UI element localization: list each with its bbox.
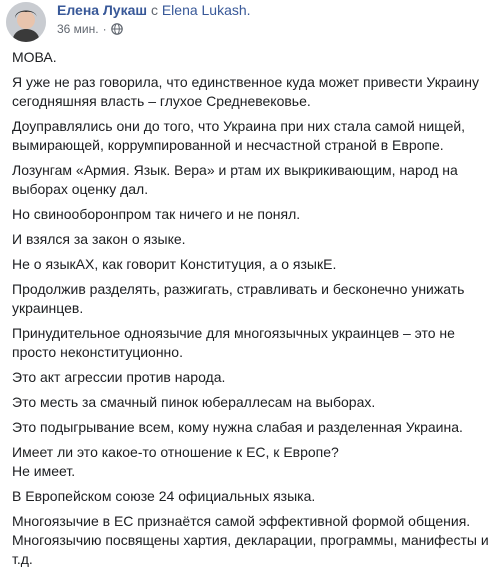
post-paragraph: Доуправлялись они до того, что Украина при них стала самой нищей, вымирающей, коррумпированной и несчастной страной в Европе. xyxy=(12,118,466,153)
post-paragraph: МОВА. xyxy=(12,49,57,65)
post-paragraph: Не о языкАХ, как говорит Конституция, а о языкЕ. xyxy=(12,256,337,272)
tagged-profile-link[interactable]: Elena Lukash. xyxy=(161,2,251,18)
header-text xyxy=(57,1,487,37)
author-avatar[interactable] xyxy=(6,2,46,42)
post-paragraph: И взялся за закон о языке. xyxy=(12,231,186,247)
avatar-portrait-icon xyxy=(6,2,46,42)
globe-icon[interactable] xyxy=(111,23,123,35)
meta-separator: · xyxy=(102,22,107,36)
post-paragraph: Я уже не раз говорила, что единственное куда может привести Украину сегодняшняя власть – глухое Средневековье. xyxy=(12,74,479,109)
author-connector: с xyxy=(150,2,158,18)
post-timestamp[interactable]: 36 мин. xyxy=(57,22,99,36)
post-paragraph: Лозунгам «Армия. Язык. Вера» и ртам их выкрикивающим, народ на выборах оценку дал. xyxy=(12,162,458,197)
post-paragraph: Но свинооборонпром так ничего и не понял. xyxy=(12,206,301,222)
post-paragraph: Имеет ли это какое-то отношение к ЕС, к Европе? Не имеет. xyxy=(12,444,339,479)
post-paragraph: В Европейском союзе 24 официальных языка. xyxy=(12,488,316,504)
post-meta xyxy=(57,21,487,37)
post-paragraph: Продолжив разделять, разжигать, стравливать и бесконечно унижать украинцев. xyxy=(12,281,465,316)
post-paragraph: Это подыгрывание всем, кому нужна слабая и разделенная Украина. xyxy=(12,419,463,435)
author-line xyxy=(57,1,487,19)
post-paragraph: Это месть за смачный пинок юбераллесам на выборах. xyxy=(12,394,376,410)
post-header xyxy=(6,0,491,44)
author-name-link[interactable]: Елена Лукаш xyxy=(57,2,148,18)
post-paragraph: Принудительное одноязычие для многоязычных украинцев – это не просто неконституционно. xyxy=(12,325,455,360)
post-paragraph: Многоязычие в ЕС признаётся самой эффективной формой общения. Многоязычию посвящены хартия, декларации, программы, манифесты и т.д. xyxy=(12,513,489,567)
post-paragraph: Это акт агрессии против народа. xyxy=(12,369,226,385)
post-body xyxy=(12,48,489,568)
